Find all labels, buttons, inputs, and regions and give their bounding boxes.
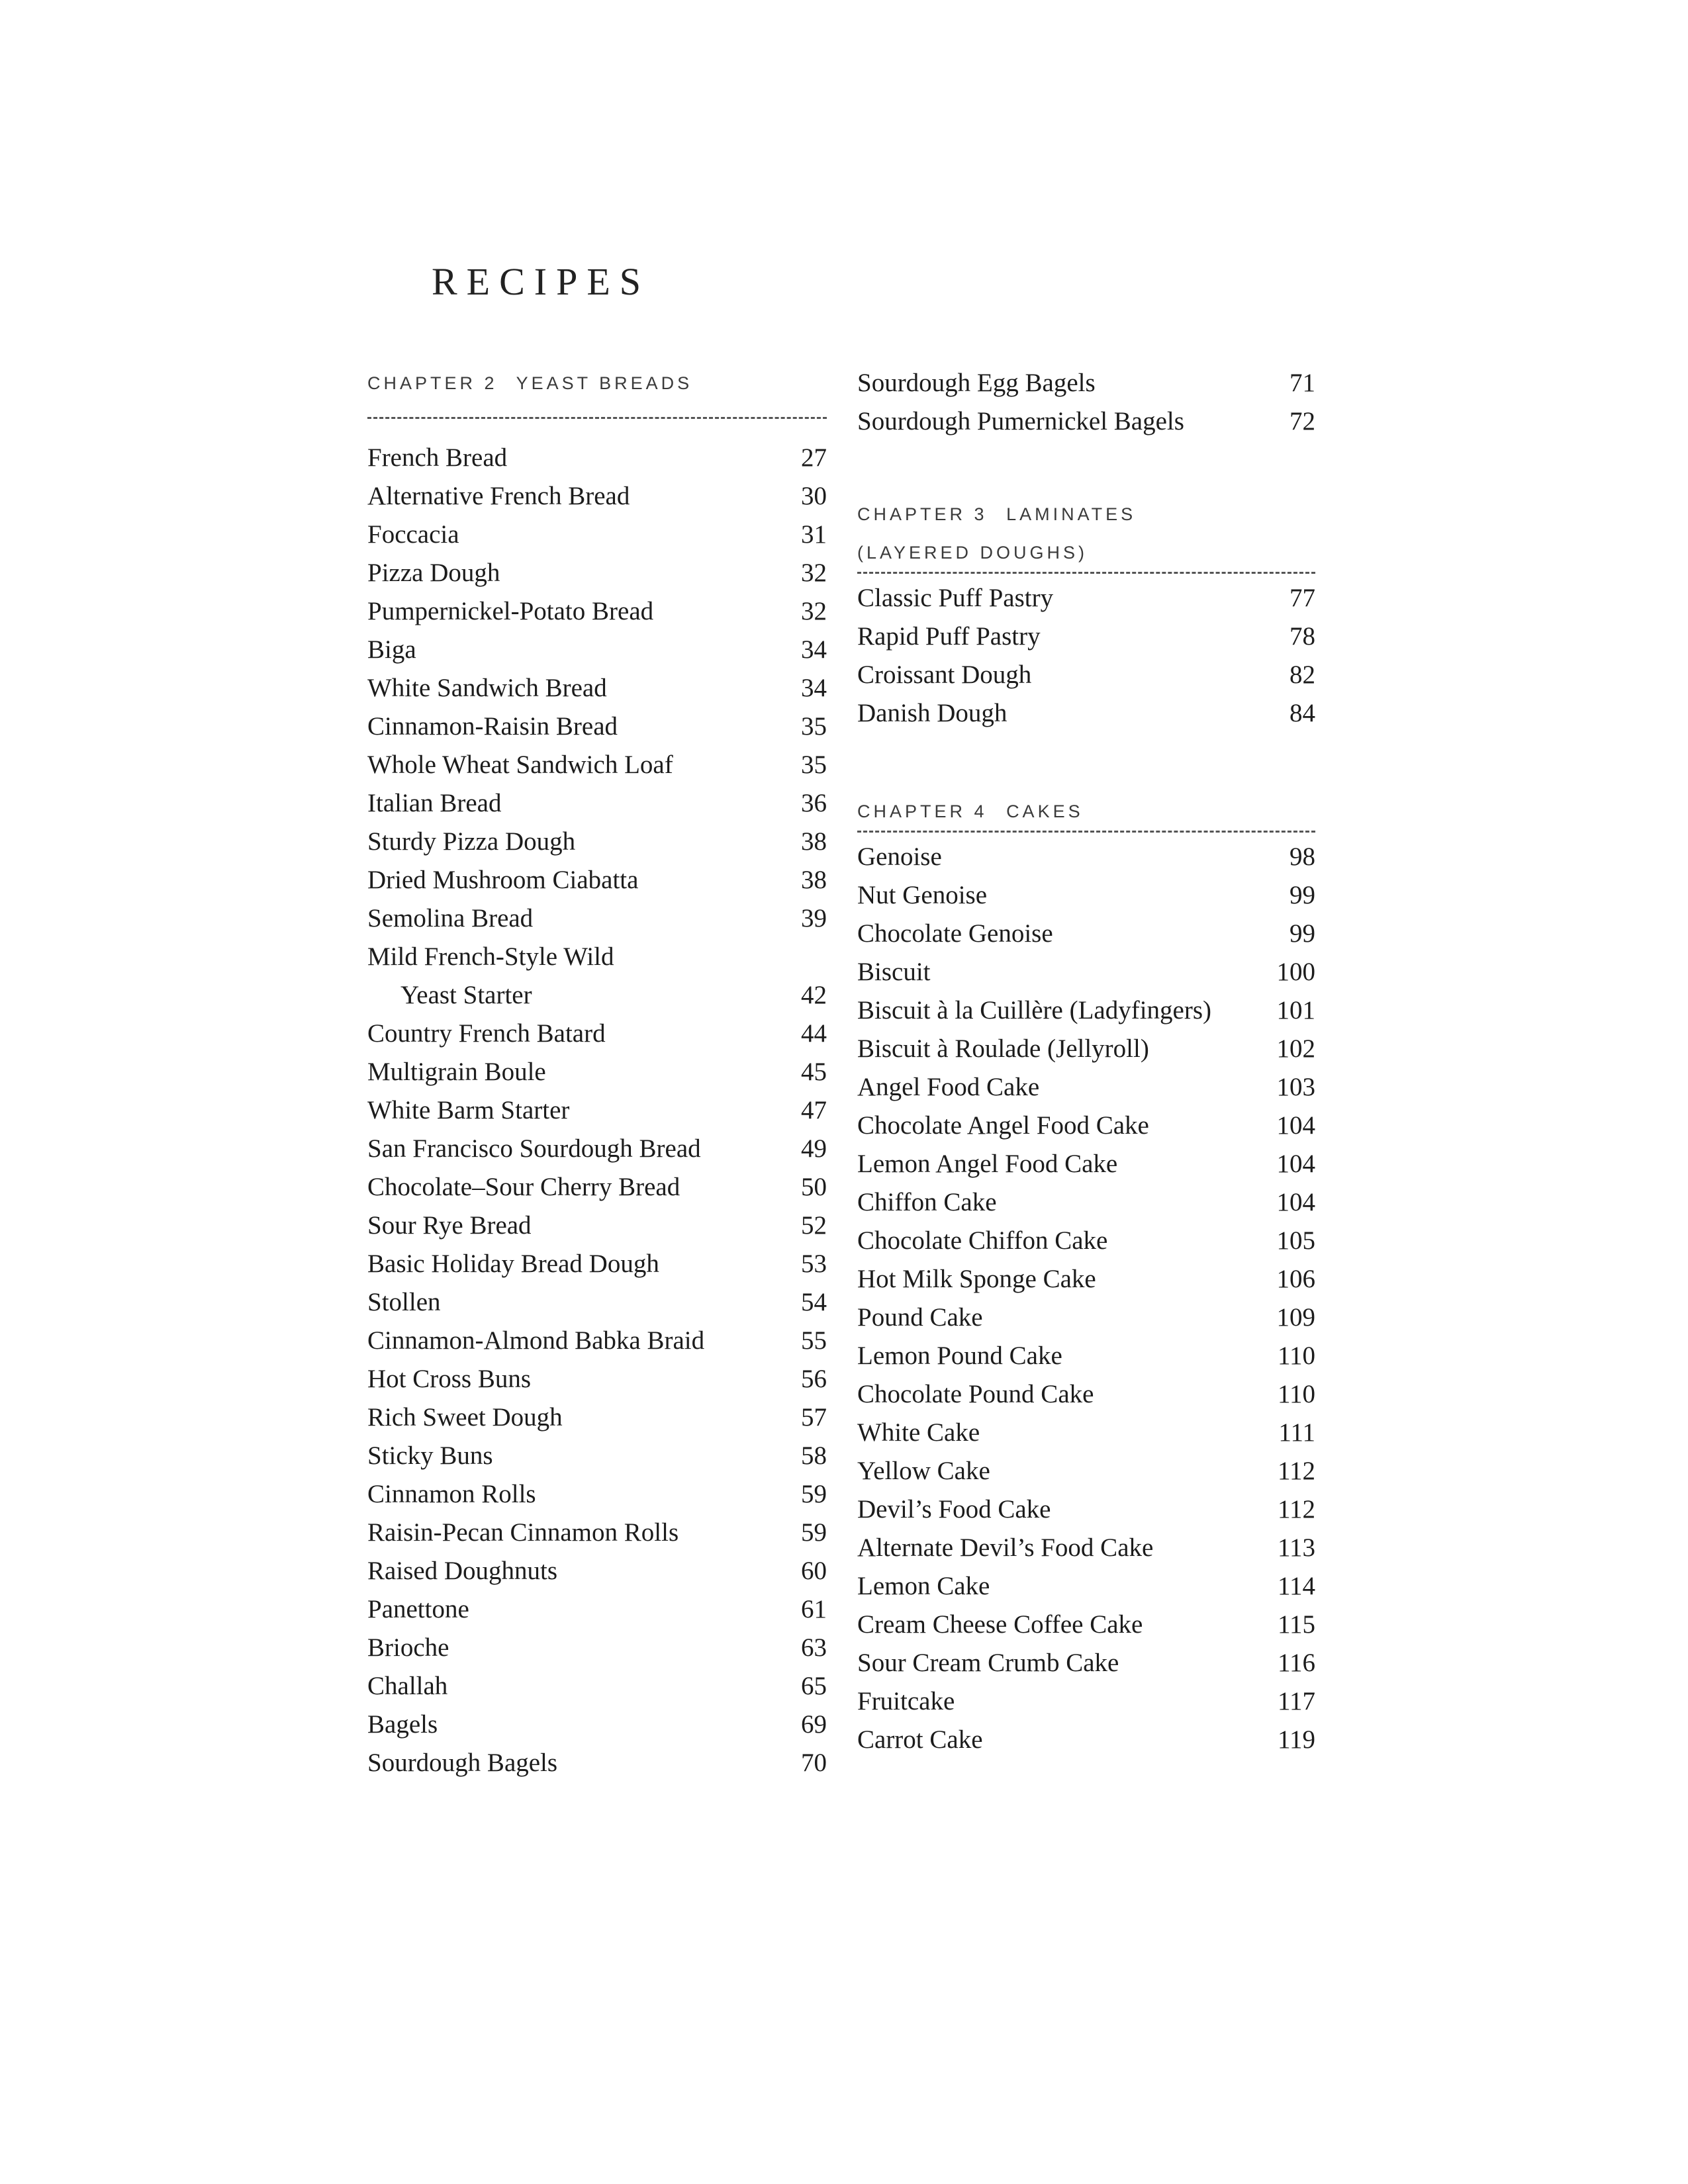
toc-entry-page: 105 <box>1276 1226 1315 1255</box>
toc-entry-title: Raised Doughnuts <box>367 1557 558 1585</box>
toc-entry-page: 59 <box>801 1480 827 1508</box>
toc-entry-page: 99 <box>1289 881 1315 909</box>
toc-entry[interactable] <box>857 1567 1315 1606</box>
toc-entry-title: Pizza Dough <box>367 559 500 587</box>
toc-entry[interactable] <box>367 1322 827 1360</box>
toc-entry-title: Chiffon Cake <box>857 1188 997 1216</box>
toc-entry-title: Sourdough Pumernickel Bagels <box>857 407 1184 435</box>
toc-entry[interactable] <box>367 1437 827 1475</box>
toc-entry[interactable] <box>367 592 827 631</box>
toc-entry-page: 65 <box>801 1672 827 1700</box>
toc-entry[interactable] <box>857 1682 1315 1721</box>
toc-entry-title: Hot Milk Sponge Cake <box>857 1265 1096 1293</box>
toc-entry[interactable] <box>367 1015 827 1053</box>
toc-entry-page: 104 <box>1276 1111 1315 1140</box>
toc-entry-page: 57 <box>801 1403 827 1432</box>
toc-entry-page: 78 <box>1289 622 1315 651</box>
toc-entry[interactable] <box>367 784 827 823</box>
toc-entry[interactable] <box>857 1337 1315 1375</box>
toc-entry[interactable] <box>857 1222 1315 1260</box>
toc-entry-title: Angel Food Cake <box>857 1073 1040 1101</box>
toc-entry-title: Pumpernickel-Potato Bread <box>367 597 654 625</box>
toc-entry[interactable] <box>367 1552 827 1590</box>
toc-entry-page: 98 <box>1289 842 1315 871</box>
toc-entry-title: Classic Puff Pastry <box>857 584 1054 612</box>
toc-entry-title: Lemon Angel Food Cake <box>857 1150 1118 1178</box>
toc-entry[interactable] <box>367 899 827 938</box>
chapter-4-list <box>857 838 1315 1759</box>
toc-entry-title: Chocolate Genoise <box>857 919 1053 948</box>
chapter-3-heading <box>857 495 1315 533</box>
toc-entry-page: 44 <box>801 1019 827 1048</box>
toc-entry[interactable] <box>367 1053 827 1091</box>
toc-entry-page: 34 <box>801 674 827 702</box>
toc-entry-page: 59 <box>801 1518 827 1547</box>
toc-entry-title: Whole Wheat Sandwich Loaf <box>367 751 673 779</box>
chapter-2-list-continued <box>857 364 1315 441</box>
toc-entry-title: Cream Cheese Coffee Cake <box>857 1610 1143 1639</box>
toc-entry-title: Danish Dough <box>857 699 1008 727</box>
toc-entry-title: Nut Genoise <box>857 881 988 909</box>
chapter-4-name: CAKES <box>1006 801 1084 821</box>
toc-entry-title: Alternative French Bread <box>367 482 630 510</box>
toc-entry[interactable] <box>857 1490 1315 1529</box>
toc-entry-title: Chocolate–Sour Cherry Bread <box>367 1173 680 1201</box>
toc-entry[interactable] <box>367 823 827 861</box>
toc-entry[interactable] <box>367 1283 827 1322</box>
toc-entry-page: 112 <box>1277 1495 1315 1524</box>
chapter-3-list <box>857 579 1315 733</box>
toc-entry-page: 102 <box>1276 1034 1315 1063</box>
toc-entry[interactable] <box>857 1183 1315 1222</box>
toc-entry-page: 115 <box>1277 1610 1315 1639</box>
toc-entry-page: 104 <box>1276 1188 1315 1216</box>
toc-entry-page: 45 <box>801 1058 827 1086</box>
toc-entry-title: Country French Batard <box>367 1019 606 1048</box>
chapter-3-subheading: (LAYERED DOUGHS) <box>857 543 1088 563</box>
toc-entry[interactable] <box>857 1030 1315 1068</box>
toc-entry-page: 71 <box>1289 369 1315 397</box>
toc-entry-title: Multigrain Boule <box>367 1058 546 1086</box>
toc-entry-title: Cinnamon Rolls <box>367 1480 536 1508</box>
toc-entry-title: White Barm Starter <box>367 1096 570 1124</box>
chapter-2-heading <box>367 364 827 402</box>
toc-entry-page: 27 <box>801 443 827 472</box>
toc-entry[interactable] <box>857 402 1315 441</box>
toc-entry[interactable] <box>367 1590 827 1629</box>
toc-entry-page: 38 <box>801 866 827 894</box>
toc-entry-page: 99 <box>1289 919 1315 948</box>
toc-entry-page: 32 <box>801 559 827 587</box>
toc-entry-page: 112 <box>1277 1457 1315 1485</box>
chapter-2-list-b <box>367 1015 827 1782</box>
toc-entry-page: 54 <box>801 1288 827 1316</box>
toc-entry[interactable] <box>857 1375 1315 1414</box>
toc-entry-page: 61 <box>801 1595 827 1623</box>
toc-entry[interactable] <box>857 953 1315 991</box>
toc-entry[interactable] <box>367 1130 827 1168</box>
toc-entry-page: 38 <box>801 827 827 856</box>
toc-entry[interactable] <box>367 439 827 477</box>
chapter-4-label: CHAPTER 4 <box>857 801 988 821</box>
toc-entry-title: Lemon Cake <box>857 1572 990 1600</box>
toc-entry-page: 111 <box>1278 1418 1315 1447</box>
chapter-4-heading <box>857 792 1315 831</box>
toc-entry-page: 110 <box>1277 1380 1315 1408</box>
toc-entry-page: 100 <box>1276 958 1315 986</box>
toc-entry[interactable] <box>367 861 827 899</box>
toc-entry-page: 35 <box>801 712 827 741</box>
toc-entry-title: Chocolate Chiffon Cake <box>857 1226 1108 1255</box>
toc-entry[interactable] <box>367 1475 827 1514</box>
toc-entry-title: Croissant Dough <box>857 660 1032 689</box>
toc-entry[interactable] <box>857 617 1315 656</box>
toc-entry[interactable] <box>857 1107 1315 1145</box>
toc-entry-page: 104 <box>1276 1150 1315 1178</box>
toc-entry[interactable] <box>857 1298 1315 1337</box>
toc-entry-page: 49 <box>801 1134 827 1163</box>
toc-entry-page: 31 <box>801 520 827 549</box>
page-title: RECIPES <box>432 260 651 303</box>
toc-entry[interactable] <box>367 1245 827 1283</box>
toc-entry[interactable] <box>857 991 1315 1030</box>
toc-entry-page: 34 <box>801 635 827 664</box>
toc-entry-title: Genoise <box>857 842 942 871</box>
toc-entry[interactable] <box>367 707 827 746</box>
chapter-2-label: CHAPTER 2 <box>367 373 498 393</box>
toc-entry-page: 70 <box>801 1749 827 1777</box>
toc-entry[interactable] <box>857 656 1315 694</box>
toc-entry-title: Rich Sweet Dough <box>367 1403 563 1432</box>
toc-entry-title: Bagels <box>367 1710 438 1739</box>
toc-entry-title: Challah <box>367 1672 448 1700</box>
toc-entry[interactable] <box>367 669 827 707</box>
toc-entry-title: Sourdough Egg Bagels <box>857 369 1096 397</box>
toc-entry[interactable] <box>367 1629 827 1667</box>
toc-entry[interactable] <box>367 1667 827 1706</box>
toc-entry-title: Chocolate Angel Food Cake <box>857 1111 1149 1140</box>
toc-entry-title: Sour Cream Crumb Cake <box>857 1649 1119 1677</box>
toc-entry[interactable] <box>857 1606 1315 1644</box>
toc-entry-page: 50 <box>801 1173 827 1201</box>
toc-entry-page: 113 <box>1277 1533 1315 1562</box>
toc-entry-page: 60 <box>801 1557 827 1585</box>
toc-entry-title: Semolina Bread <box>367 904 534 933</box>
toc-entry-page: 36 <box>801 789 827 817</box>
toc-entry[interactable] <box>857 1644 1315 1682</box>
toc-entry-title: Yellow Cake <box>857 1457 990 1485</box>
toc-entry[interactable] <box>857 838 1315 876</box>
toc-entry[interactable] <box>367 631 827 669</box>
toc-entry-title: Biscuit à Roulade (Jellyroll) <box>857 1034 1149 1063</box>
toc-entry-title: Sturdy Pizza Dough <box>367 827 576 856</box>
toc-entry-title: Cinnamon-Almond Babka Braid <box>367 1326 705 1355</box>
toc-entry-page: 58 <box>801 1441 827 1470</box>
toc-entry-page: 117 <box>1277 1687 1315 1715</box>
toc-entry-title: Hot Cross Buns <box>367 1365 532 1393</box>
toc-entry[interactable] <box>367 554 827 592</box>
toc-entry-title: Lemon Pound Cake <box>857 1342 1062 1370</box>
toc-entry-title: Yeast Starter <box>400 981 532 1009</box>
toc-entry[interactable] <box>857 1145 1315 1183</box>
toc-entry[interactable] <box>857 1721 1315 1759</box>
toc-entry-title: Biscuit à la Cuillère (Ladyfingers) <box>857 996 1211 1024</box>
toc-entry-title: Pound Cake <box>857 1303 983 1332</box>
toc-entry-title: Rapid Puff Pastry <box>857 622 1041 651</box>
toc-entry[interactable] <box>857 1452 1315 1490</box>
toc-entry-title: Dried Mushroom Ciabatta <box>367 866 639 894</box>
toc-entry-page: 110 <box>1277 1342 1315 1370</box>
toc-entry[interactable] <box>367 1514 827 1552</box>
chapter-2-list-a <box>367 439 827 938</box>
toc-entry-page: 30 <box>801 482 827 510</box>
toc-entry-title: Carrot Cake <box>857 1725 983 1754</box>
toc-entry[interactable] <box>857 579 1315 617</box>
toc-entry[interactable] <box>857 915 1315 953</box>
toc-entry-title: Fruitcake <box>857 1687 955 1715</box>
toc-entry[interactable] <box>367 1168 827 1206</box>
toc-entry-page: 35 <box>801 751 827 779</box>
toc-entry-title: Sticky Buns <box>367 1441 493 1470</box>
toc-entry[interactable] <box>367 1206 827 1245</box>
toc-entry-page: 109 <box>1276 1303 1315 1332</box>
toc-entry-title: Mild French-Style Wild <box>367 942 614 971</box>
toc-entry-title: Raisin-Pecan Cinnamon Rolls <box>367 1518 679 1547</box>
toc-entry[interactable] <box>857 1260 1315 1298</box>
toc-entry-title: Panettone <box>367 1595 469 1623</box>
toc-entry-page: 52 <box>801 1211 827 1240</box>
toc-entry-page: 106 <box>1276 1265 1315 1293</box>
toc-entry[interactable] <box>367 1091 827 1130</box>
chapter-3-label: CHAPTER 3 <box>857 504 988 524</box>
toc-entry-page: 82 <box>1289 660 1315 689</box>
toc-entry-title: White Sandwich Bread <box>367 674 607 702</box>
toc-entry[interactable] <box>367 1744 827 1782</box>
toc-entry-title: Alternate Devil’s Food Cake <box>857 1533 1154 1562</box>
toc-entry-page: 101 <box>1276 996 1315 1024</box>
toc-entry-page: 103 <box>1276 1073 1315 1101</box>
toc-entry[interactable] <box>857 1414 1315 1452</box>
toc-entry-title: Biscuit <box>857 958 931 986</box>
toc-entry[interactable] <box>857 694 1315 733</box>
toc-entry-page: 55 <box>801 1326 827 1355</box>
toc-entry[interactable] <box>367 1360 827 1398</box>
toc-entry-page: 84 <box>1289 699 1315 727</box>
chapter-2-name: YEAST BREADS <box>516 373 693 393</box>
toc-column-left <box>367 364 827 1782</box>
toc-entry-title: Italian Bread <box>367 789 502 817</box>
toc-entry-title: Biga <box>367 635 416 664</box>
toc-entry-page: 53 <box>801 1250 827 1278</box>
toc-entry-page: 77 <box>1289 584 1315 612</box>
toc-entry[interactable] <box>367 516 827 554</box>
toc-entry-continuation[interactable] <box>367 976 827 1015</box>
toc-entry-title: Chocolate Pound Cake <box>857 1380 1094 1408</box>
toc-entry[interactable] <box>857 364 1315 402</box>
toc-entry[interactable] <box>367 746 827 784</box>
toc-entry-title: French Bread <box>367 443 508 472</box>
toc-entry-title: Devil’s Food Cake <box>857 1495 1051 1524</box>
toc-entry[interactable] <box>857 876 1315 915</box>
chapter-3-name: LAMINATES <box>1006 504 1137 524</box>
toc-entry-title: Stollen <box>367 1288 441 1316</box>
toc-entry-page: 72 <box>1289 407 1315 435</box>
toc-entry-title: Sourdough Bagels <box>367 1749 558 1777</box>
toc-column-right <box>857 364 1315 1759</box>
toc-entry-page: 116 <box>1277 1649 1315 1677</box>
toc-entry[interactable] <box>857 1068 1315 1107</box>
toc-entry-page: 47 <box>801 1096 827 1124</box>
toc-entry-page: 69 <box>801 1710 827 1739</box>
toc-entry-title: Brioche <box>367 1633 449 1662</box>
toc-entry-page: 63 <box>801 1633 827 1662</box>
toc-entry[interactable] <box>367 1706 827 1744</box>
toc-entry-title: Cinnamon-Raisin Bread <box>367 712 618 741</box>
toc-entry[interactable] <box>857 1529 1315 1567</box>
toc-entry-title: Basic Holiday Bread Dough <box>367 1250 659 1278</box>
toc-entry[interactable] <box>367 1398 827 1437</box>
toc-entry-title: Sour Rye Bread <box>367 1211 532 1240</box>
toc-entry-page: 39 <box>801 904 827 933</box>
toc-entry-title: San Francisco Sourdough Bread <box>367 1134 701 1163</box>
toc-entry-title: White Cake <box>857 1418 980 1447</box>
toc-entry-page: 32 <box>801 597 827 625</box>
toc-entry-page: 42 <box>801 981 827 1009</box>
toc-entry[interactable] <box>367 477 827 516</box>
toc-entry-title: Foccacia <box>367 520 459 549</box>
toc-entry[interactable] <box>367 938 827 976</box>
toc-entry-page: 119 <box>1277 1725 1315 1754</box>
toc-entry-page: 56 <box>801 1365 827 1393</box>
toc-entry-page: 114 <box>1277 1572 1315 1600</box>
